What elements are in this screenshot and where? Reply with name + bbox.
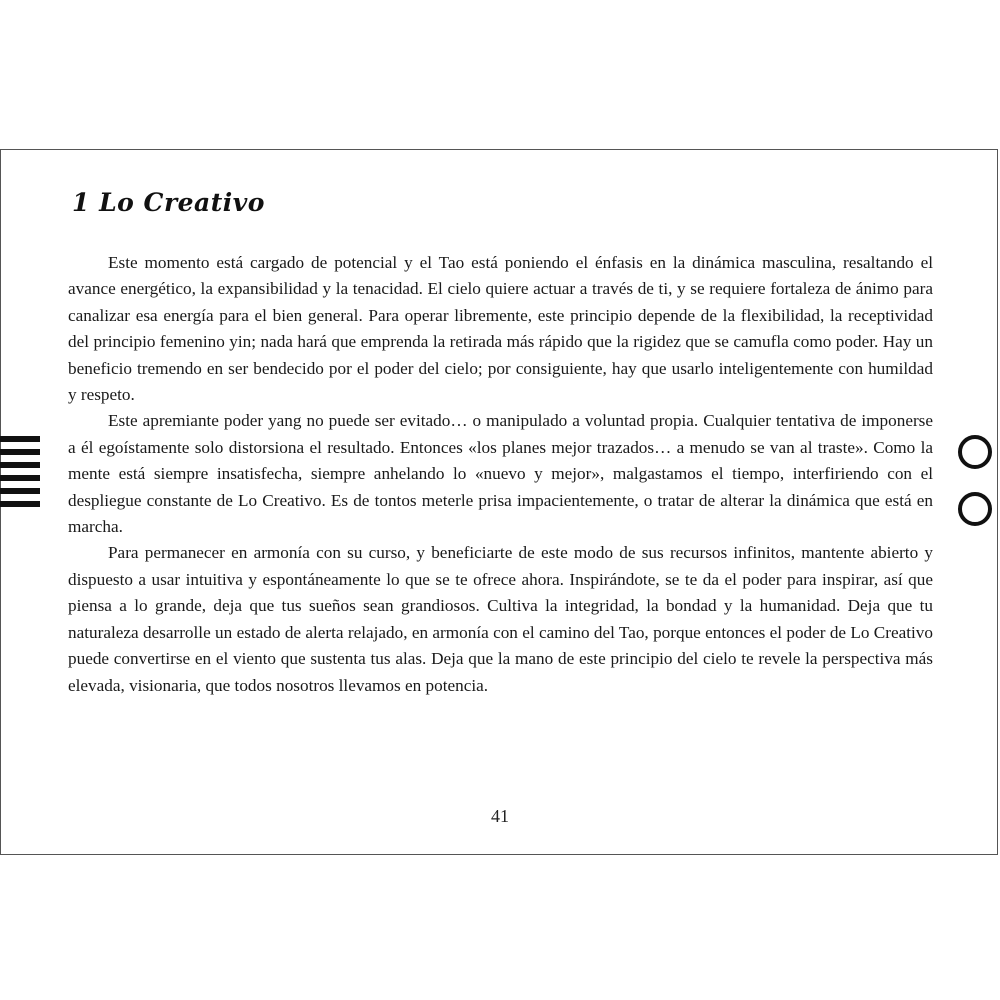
ring-icon [958,435,992,469]
chapter-title: 1 Lo Creativo [72,188,265,217]
paragraph: Para permanecer en armonía con su curso, y beneficiarte de este modo de sus recursos infinitos, mantente abierto y dispuesto a usar intuitiva y espontáneamente lo que se te ofrece ahora. Inspirándote, se te da el poder para inspirar, así que piensa a lo grande, deja que tus sueños sean grandiosos. Cultiva la integridad, la bondad y la humanidad. Deja que tu naturaleza desarrolle un estado de alerta relajado, en armonía con el camino del Tao, porque entonces el poder de Lo Creativo puede convertirse en el viento que sustenta tus alas. Deja que la mano de este principio del cielo te revele la perspectiva más elevada, visionaria, que todos nosotros llevamos en potencia. [68,543,933,695]
paragraph: Este apremiante poder yang no puede ser evitado… o manipulado a voluntad propia. Cualquier tentativa de imponerse a él egoístamente solo distorsiona el resultado. Entonces «los planes mejor trazados… a menudo se van al traste». Como la mente está siempre insatisfecha, siempre anhelando lo «nuevo y mejor», malgastamos el tiempo, interfiriendo con el despliegue constante de Lo Creativo. Es de tontos meterle prisa impacientemente, o tratar de alterar la dinámica que está en marcha. [68,411,933,537]
body-text [68,250,933,699]
ring-icon [958,492,992,526]
hexagram-line [0,436,40,442]
hexagram-line [0,475,40,481]
hexagram-line [0,501,40,507]
page-number: 41 [491,806,509,826]
paragraph: Este momento está cargado de potencial y el Tao está poniendo el énfasis en la dinámica masculina, resaltando el avance energético, la expansibilidad y la tenacidad. El cielo quiere actuar a través de ti, y se requiere fortaleza de ánimo para canalizar esa energía para el bien general. Para operar libremente, este principio depende de la flexibilidad, la receptividad del principio femenino yin; nada hará que emprenda la retirada más rápido que la rigidez que se camufla como poder. Hay un beneficio tremendo en ser bendecido por el poder del cielo; por consiguiente, hay que usarlo inteligentemente con humildad y respeto. [68,253,933,405]
hexagram-line [0,449,40,455]
hexagram-line [0,462,40,468]
hexagram-qian-icon [0,436,40,514]
hexagram-line [0,488,40,494]
